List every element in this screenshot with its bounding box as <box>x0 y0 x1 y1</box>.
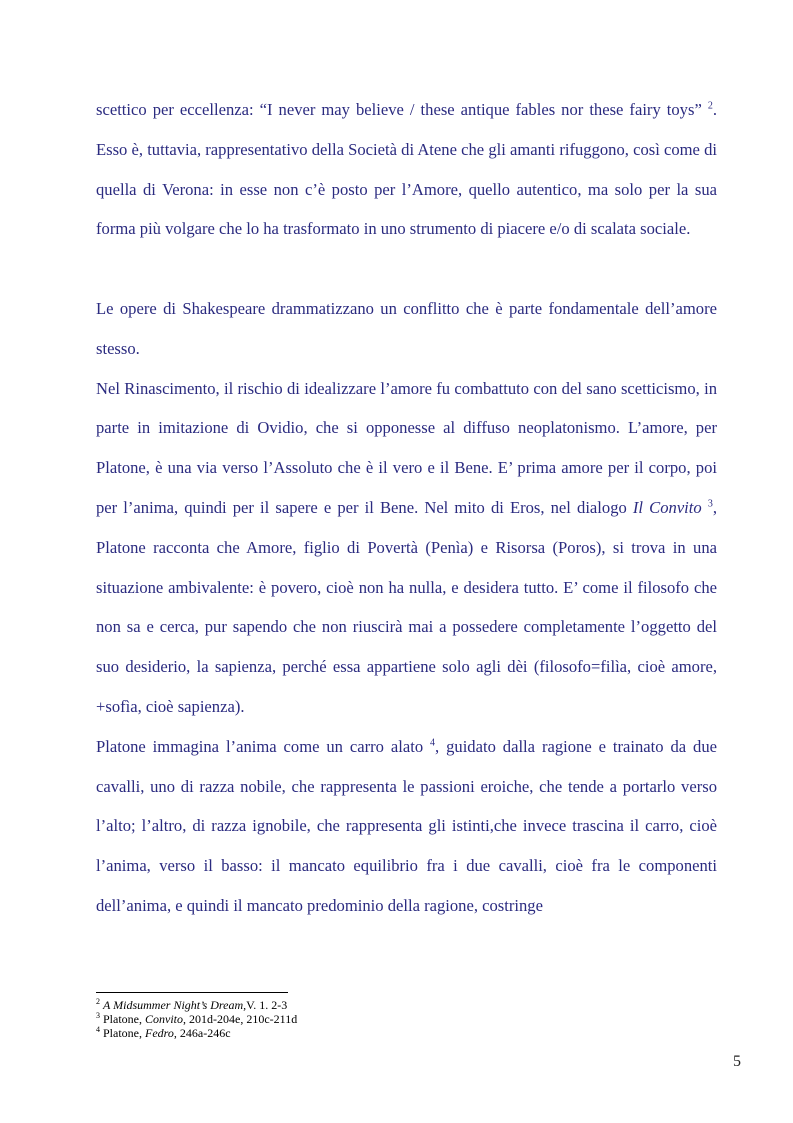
footnote-author: Platone, <box>103 1012 145 1026</box>
paragraph-4-text: Platone immagina l’anima come un carro alato <box>96 736 424 756</box>
work-title: Il Convito <box>632 497 702 517</box>
footnote-title: Convito <box>145 1012 183 1026</box>
footnote-number: 2 <box>96 997 100 1006</box>
paragraph-4-text-cont: , guidato dalla ragione e trainato da due cavalli, uno di razza nobile, che rappresenta le passioni eroiche, che tende a portarlo verso l’alto; l’altro, di razza ignobile, che rappresenta gli istinti,che invece trascina il carro, cioè l’anima, verso il basso: il mancato equilibrio fra i due cavalli, cioè fra le componenti dell’anima, e quindi il mancato predominio della ragione, costringe <box>96 736 717 915</box>
footnote-ref-4[interactable]: 4 <box>430 737 436 749</box>
footnote-ref-3[interactable]: 3 <box>707 498 713 510</box>
footnote-2 <box>96 998 297 1012</box>
paragraph-gap <box>96 249 717 289</box>
footnote-ref-2[interactable]: 2 <box>707 100 713 112</box>
paragraph-3-text: Nel Rinascimento, il rischio di idealizzare l’amore fu combattuto con del sano scetticismo, in parte in imitazione di Ovidio, che si opponesse al diffuso neoplatonismo. L’amore, per Platone, è una via verso l’Assoluto che è il vero e il Bene. E’ prima amore per il corpo, poi per l’anima, quindi per il sapere e per il Bene. Nel mito di Eros, nel dialogo <box>96 378 717 517</box>
footnote-title: A Midsummer Night’s Dream, <box>103 998 247 1012</box>
footnote-number: 4 <box>96 1025 100 1034</box>
footnotes <box>96 998 297 1040</box>
footnote-title: Fedro <box>145 1026 174 1040</box>
footnote-divider <box>96 992 288 993</box>
footnote-3 <box>96 1012 297 1026</box>
footnote-number: 3 <box>96 1011 100 1020</box>
paragraph-1-text-cont: . Esso è, tuttavia, rappresentativo della Società di Atene che gli amanti rifuggono, così come di quella di Verona: in esse non c’è posto per l’Amore, quello autentico, ma solo per la sua forma più volgare che lo ha trasformato in uno strumento di piacere e/o di scalata sociale. <box>96 100 717 239</box>
paragraph-2: Le opere di Shakespeare drammatizzano un conflitto che è parte fondamentale dell’amore stesso. <box>96 298 717 358</box>
footnote-text: V. 1. 2-3 <box>246 998 288 1012</box>
body-text <box>96 90 717 926</box>
paragraph-1-text: scettico per eccellenza: “I never may believe / these antique fables nor these fairy toys” <box>96 100 702 119</box>
footnote-author: Platone, <box>103 1026 145 1040</box>
footnote-text: , 201d-204e, 210c-211d <box>183 1012 298 1026</box>
paragraph-3-text-cont: , Platone racconta che Amore, figlio di Povertà (Penìa) e Risorsa (Poros), si trova in una situazione ambivalente: è povero, cioè non ha nulla, e desidera tutto. E’ come il filosofo che non sa e cerca, pur sapendo che non riuscirà mai a possedere completamente l’oggetto del suo desiderio, la sapienza, perché essa appartiene solo agli dèi (filosofo=filìa, cioè amore, +sofìa, cioè sapienza). <box>96 497 717 716</box>
paragraph-4 <box>96 727 717 926</box>
footnote-text: , 246a-246c <box>173 1026 231 1040</box>
paragraph-1 <box>96 90 717 249</box>
footnote-4 <box>96 1026 297 1040</box>
page-number: 5 <box>733 1053 741 1070</box>
paragraph-3 <box>96 369 717 727</box>
